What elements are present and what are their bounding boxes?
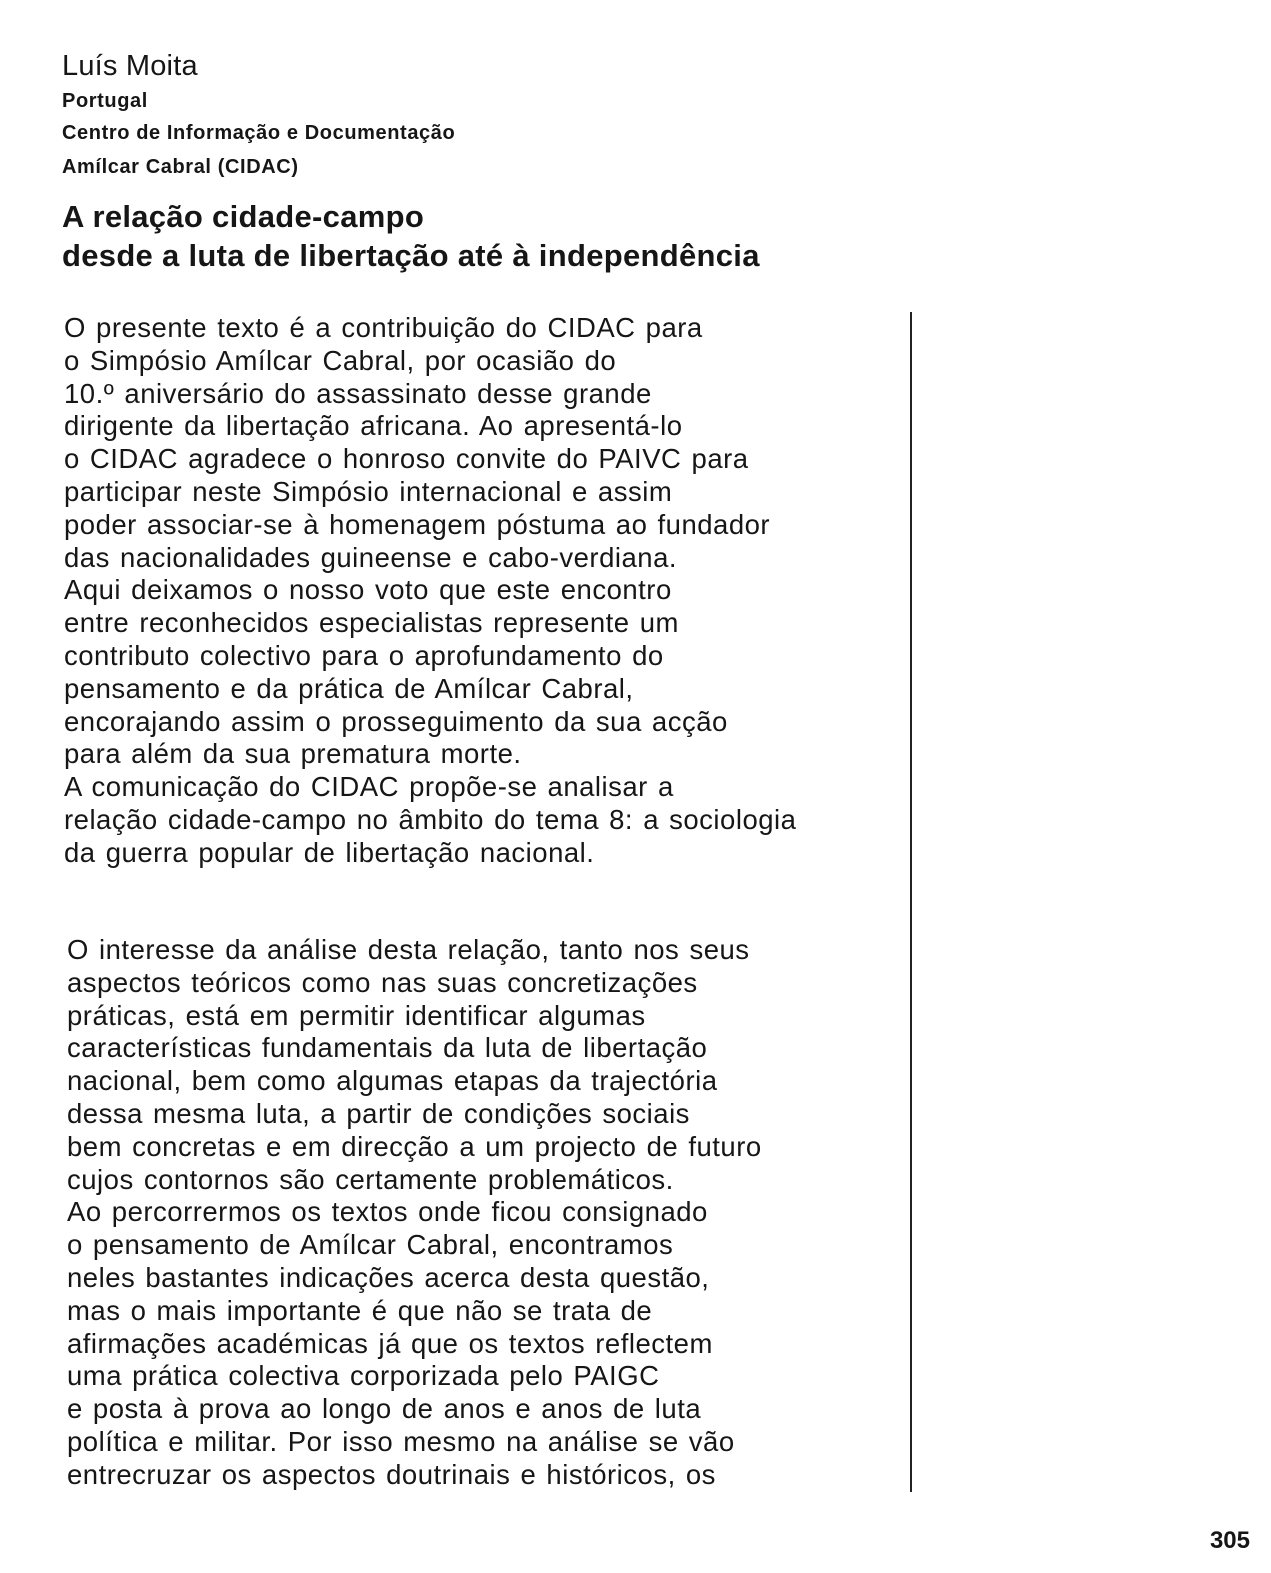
text-line: o CIDAC agradece o honroso convite do PAIVC para [64,443,749,475]
text-line: práticas, está em permitir identificar algumas [67,999,646,1031]
text-line: características fundamentais da luta de libertação [67,1032,708,1064]
article-title-line: A relação cidade-campo [62,199,425,234]
text-line: entre reconhecidos especialistas represente um [64,607,679,639]
text-line: pensamento e da prática de Amílcar Cabral, [64,672,634,704]
article-title-line: desde a luta de libertação até à independência [62,238,760,273]
text-line: O presente texto é a contribuição do CIDAC para [64,312,703,343]
text-line: e posta à prova ao longo de anos e anos de luta [67,1393,702,1425]
text-line: contributo colectivo para o aprofundamento do [64,639,664,671]
author-name: Luís Moita [62,50,198,82]
text-line: Ao percorrermos os textos onde ficou consignado [67,1196,708,1228]
margin-rule [910,312,912,1492]
text-line: o pensamento de Amílcar Cabral, encontramos [67,1229,674,1261]
affiliation-institution-name: Amílcar Cabral (CIDAC) [62,156,299,178]
text-line: afirmações académicas já que os textos reflectem [67,1327,713,1359]
page-number: 305 [1209,1527,1250,1554]
text-line: das nacionalidades guineense e cabo-verdiana. [64,541,678,573]
text-line: dirigente da libertação africana. Ao apresentá-lo [64,410,683,442]
text-line: O interesse da análise desta relação, tanto nos seus [67,934,750,965]
text-line: neles bastantes indicações acerca desta questão, [67,1261,710,1293]
affiliation-country: Portugal [62,90,148,112]
affiliation-institution: Centro de Informação e Documentação [62,122,456,144]
text-line: Aqui deixamos o nosso voto que este encontro [64,574,672,606]
text-line: nacional, bem como algumas etapas da trajectória [67,1065,718,1097]
text-line: dessa mesma luta, a partir de condições sociais [67,1097,690,1129]
text-line: encorajando assim o prosseguimento da sua acção [64,705,728,737]
text-line: entrecruzar os aspectos doutrinais e históricos, os [67,1458,716,1490]
paragraph-body [67,934,762,1492]
text-line: uma prática colectiva corporizada pelo PAIGC [67,1360,660,1392]
text-line: mas o mais importante é que não se trata de [67,1294,653,1326]
text-line: participar neste Simpósio internacional e assim [64,475,673,507]
text-line: aspectos teóricos como nas suas concretizações [67,966,698,998]
text-line: 10.º aniversário do assassinato desse grande [64,377,652,409]
text-line: política e militar. Por isso mesmo na análise se vão [67,1425,735,1457]
text-line: relação cidade-campo no âmbito do tema 8: a sociologia [64,803,797,835]
text-line: da guerra popular de libertação nacional. [64,836,595,868]
text-line: o Simpósio Amílcar Cabral, por ocasião do [64,344,617,376]
text-line: para além da sua prematura morte. [64,738,522,770]
text-line: A comunicação do CIDAC propõe-se analisar a [64,771,674,803]
text-line: poder associar-se à homenagem póstuma ao fundador [64,508,771,540]
paragraph-intro [64,312,796,870]
text-line: cujos contornos são certamente problemáticos. [67,1163,674,1195]
text-line: bem concretas e em direcção a um projecto de futuro [67,1130,762,1162]
